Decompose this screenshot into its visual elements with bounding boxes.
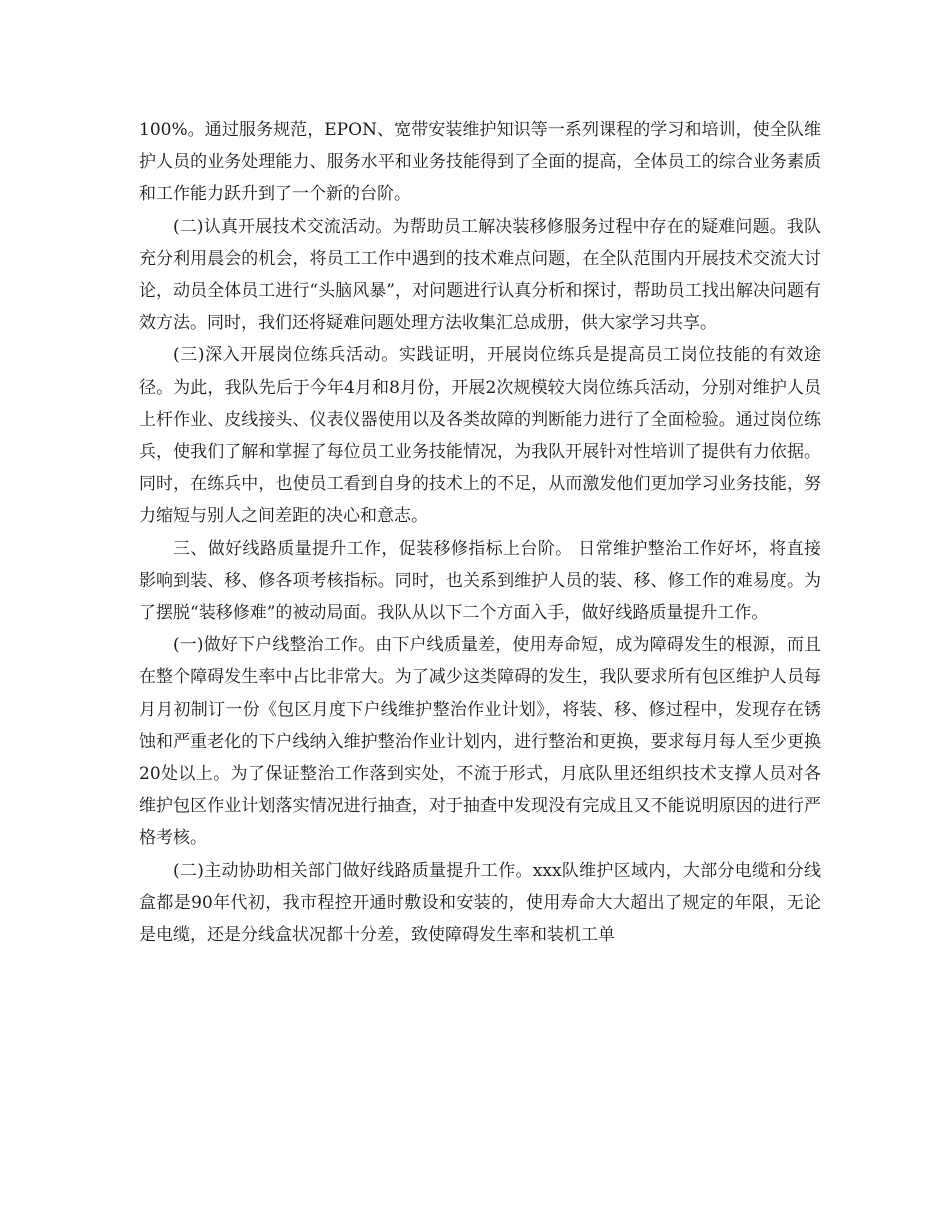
paragraph-1: 100%。通过服务规范，EPON、宽带安装维护知识等一系列课程的学习和培训，使全队维护人员的业务处理能力、服务水平和业务技能得到了全面的提高，全体员工的综合业务素质和工作能力跃升到了一个新的台阶。 — [139, 120, 821, 205]
paragraph-4: 三、做好线路质量提升工作，促装移修指标上台阶。 日常维护整治工作好坏，将直接影响到装、移、修各项考核指标。同时，也关系到维护人员的装、移、修工作的难易度。为了摆脱“装移修难”的被动局面。我队从以下二个方面入手，做好线路质量提升工作。 — [139, 538, 821, 624]
paragraph-5: (一)做好下户线整治工作。由下户线质量差，使用寿命短，成为障碍发生的根源，而且在整个障碍发生率中占比非常大。为了减少这类障碍的发生，我队要求所有包区维护人员每月月初制订一份《包区月度下户线维护整治作业计划》，将装、移、修过程中，发现存在锈蚀和严重老化的下户线纳入维护整治作业计划内，进行整治和更换，要求每月每人至少更换20处以上。为了保证整治工作落到实处，不流于形式，月底队里还组织技术支撑人员对各维护包区作业计划落实情况进行抽查，对于抽查中发现没有完成且又不能说明原因的进行严格考核。 — [139, 635, 821, 849]
paragraph-2: (二)认真开展技术交流活动。为帮助员工解决装移修服务过程中存在的疑难问题。我队充分利用晨会的机会，将员工工作中遇到的技术难点问题，在全队范围内开展技术交流大讨论，动员全体员工进行“头脑风暴”，对问题进行认真分析和探讨，帮助员工找出解决问题有效方法。同时，我们还将疑难问题处理方法收集汇总成册，供大家学习共享。 — [139, 216, 821, 334]
paragraph-6: (二)主动协助相关部门做好线路质量提升工作。xxx队维护区域内，大部分电缆和分线盒都是90年代初，我市程控开通时敷设和安装的，使用寿命大大超出了规定的年限，无论是电缆，还是分线盒状况都十分差，致使障碍发生率和装机工单 — [139, 860, 821, 946]
document-body — [139, 114, 821, 951]
paragraph-3: (三)深入开展岗位练兵活动。实践证明，开展岗位练兵是提高员工岗位技能的有效途径。为此，我队先后于今年4月和8月份，开展2次规模较大岗位练兵活动，分别对维护人员上杆作业、皮线接头、仪表仪器使用以及各类故障的判断能力进行了全面检验。通过岗位练兵，使我们了解和掌握了每位员工业务技能情况，为我队开展针对性培训了提供有力依据。同时，在练兵中，也使员工看到自身的技术上的不足，从而激发他们更加学习业务技能，努力缩短与别人之间差距的决心和意志。 — [139, 345, 821, 527]
